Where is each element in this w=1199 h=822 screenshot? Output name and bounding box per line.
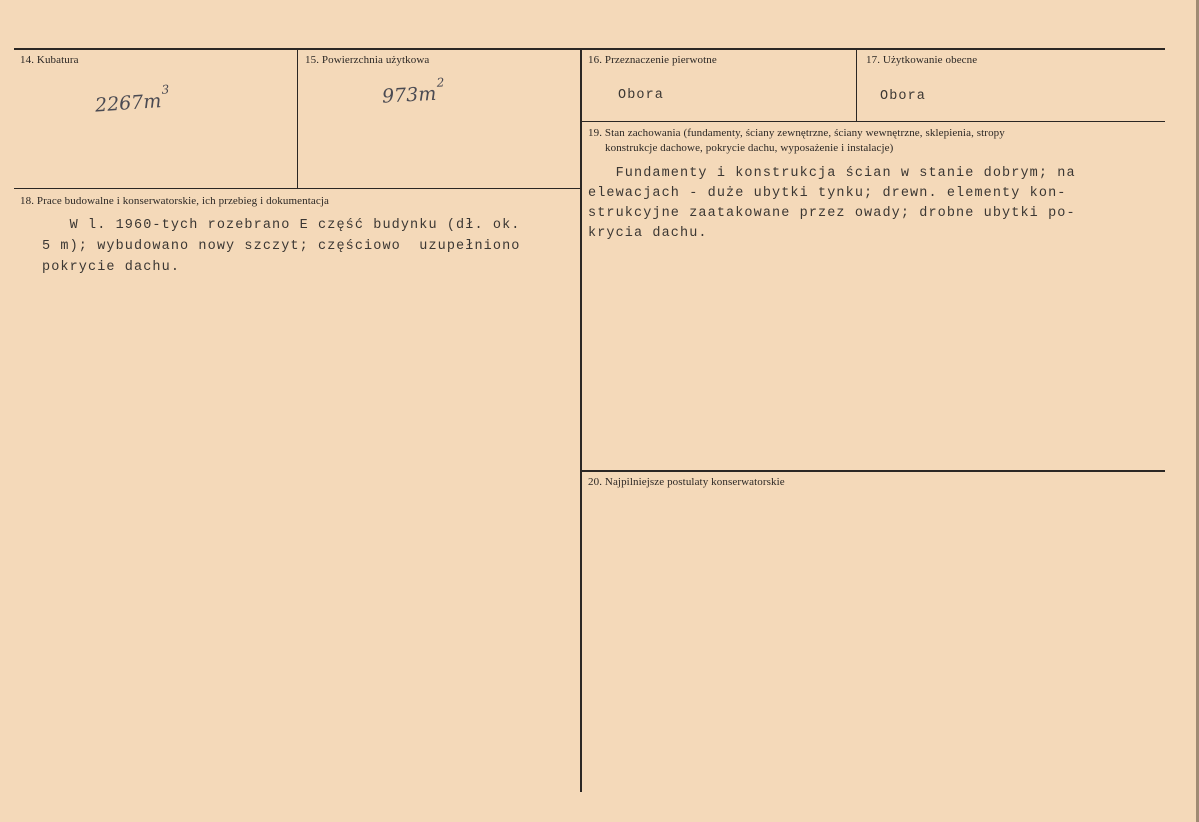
field-18-label: 18. Prace budowalne i konserwatorskie, ich przebieg i dokumentacja	[20, 195, 329, 207]
field-20-label: 20. Najpilniejsze postulaty konserwatorskie	[588, 476, 785, 488]
field-14-value	[94, 82, 170, 117]
field-17-label: 17. Użytkowanie obecne	[866, 54, 978, 66]
field-14-value-text: 2267m	[94, 90, 163, 117]
field-19-line: elewacjach - duże ubytki tynku; drewn. elementy kon-	[588, 186, 1067, 201]
vertical-divider-main	[580, 50, 582, 792]
rule-below-14-15	[14, 188, 581, 189]
field-18-line: 5 m); wybudowano nowy szczyt; częściowo uzupełniono	[42, 239, 521, 254]
field-16-label: 16. Przeznaczenie pierwotne	[588, 54, 717, 66]
field-19-label-line1: 19. Stan zachowania (fundamenty, ściany zewnętrzne, ściany wewnętrzne, sklepienia, stropy	[588, 127, 1005, 139]
top-rule	[14, 48, 1165, 50]
field-18-line: pokrycie dachu.	[42, 260, 181, 275]
rule-below-19	[582, 470, 1165, 472]
vertical-divider-16-17	[856, 50, 857, 122]
field-14-label: 14. Kubatura	[20, 54, 79, 66]
field-19-line: strukcyjne zaatakowane przez owady; drobne ubytki po-	[588, 206, 1076, 221]
field-19-line: Fundamenty i konstrukcja ścian w stanie dobrym; na	[588, 166, 1076, 181]
field-16-value: Obora	[618, 88, 665, 103]
field-15-label: 15. Powierzchnia użytkowa	[305, 54, 430, 66]
field-15-unit-sup: 2	[436, 75, 445, 90]
rule-below-16-17	[582, 121, 1165, 122]
field-15-value	[381, 75, 445, 108]
field-18-line: W l. 1960-tych rozebrano E część budynku (dł. ok.	[42, 218, 521, 233]
field-19-line: krycia dachu.	[588, 226, 708, 241]
field-15-value-text: 973m	[381, 82, 437, 108]
field-19-label-line2: konstrukcje dachowe, pokrycie dachu, wyposażenie i instalacje)	[605, 142, 894, 154]
vertical-divider-14-15	[297, 50, 298, 188]
field-14-unit-sup: 3	[161, 82, 170, 97]
field-17-value: Obora	[880, 89, 927, 104]
